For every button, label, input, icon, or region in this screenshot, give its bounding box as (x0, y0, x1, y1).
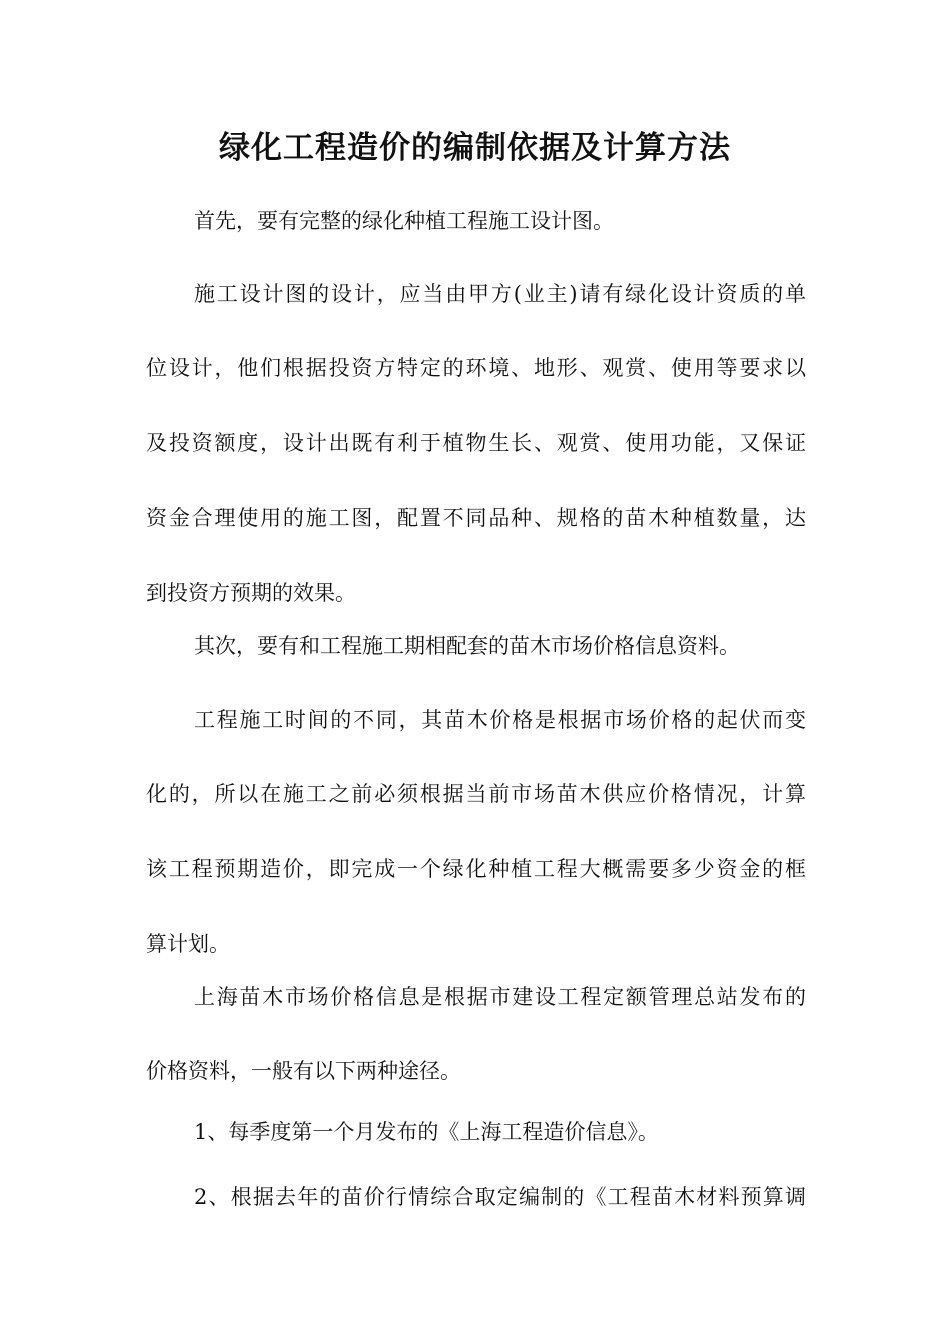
paragraph-line: 施工设计图的设计，应当由甲方(业主)请有绿化设计资质的单 (194, 282, 806, 306)
document-title: 绿化工程造价的编制依据及计算方法 (219, 130, 731, 166)
paragraph-line: 化的，所以在施工之前必须根据当前市场苗木供应价格情况，计算 (146, 782, 806, 806)
paragraph-line: 2、根据去年的苗价行情综合取定编制的《工程苗木材料预算调 (194, 1185, 806, 1209)
paragraph-line: 位设计，他们根据投资方特定的环境、地形、观赏、使用等要求以 (146, 356, 806, 380)
paragraph-line: 上海苗木市场价格信息是根据市建设工程定额管理总站发布的 (194, 985, 806, 1009)
paragraph-line: 首先，要有完整的绿化种植工程施工设计图。 (194, 209, 614, 233)
paragraph-line: 该工程预期造价，即完成一个绿化种植工程大概需要多少资金的框 (146, 857, 806, 881)
paragraph-line: 到投资方预期的效果。 (146, 581, 356, 605)
paragraph-line: 及投资额度，设计出既有利于植物生长、观赏、使用功能，又保证 (146, 431, 806, 455)
paragraph-line: 其次，要有和工程施工期相配套的苗木市场价格信息资料。 (194, 634, 740, 658)
paragraph-line: 工程施工时间的不同，其苗木价格是根据市场价格的起伏而变 (194, 708, 806, 732)
paragraph-line: 价格资料，一般有以下两种途径。 (146, 1059, 461, 1083)
paragraph-line: 算计划。 (146, 932, 230, 956)
paragraph-line: 1、每季度第一个月发布的《上海工程造价信息》。 (194, 1120, 659, 1144)
paragraph-line: 资金合理使用的施工图，配置不同品种、规格的苗木种植数量，达 (146, 506, 806, 530)
